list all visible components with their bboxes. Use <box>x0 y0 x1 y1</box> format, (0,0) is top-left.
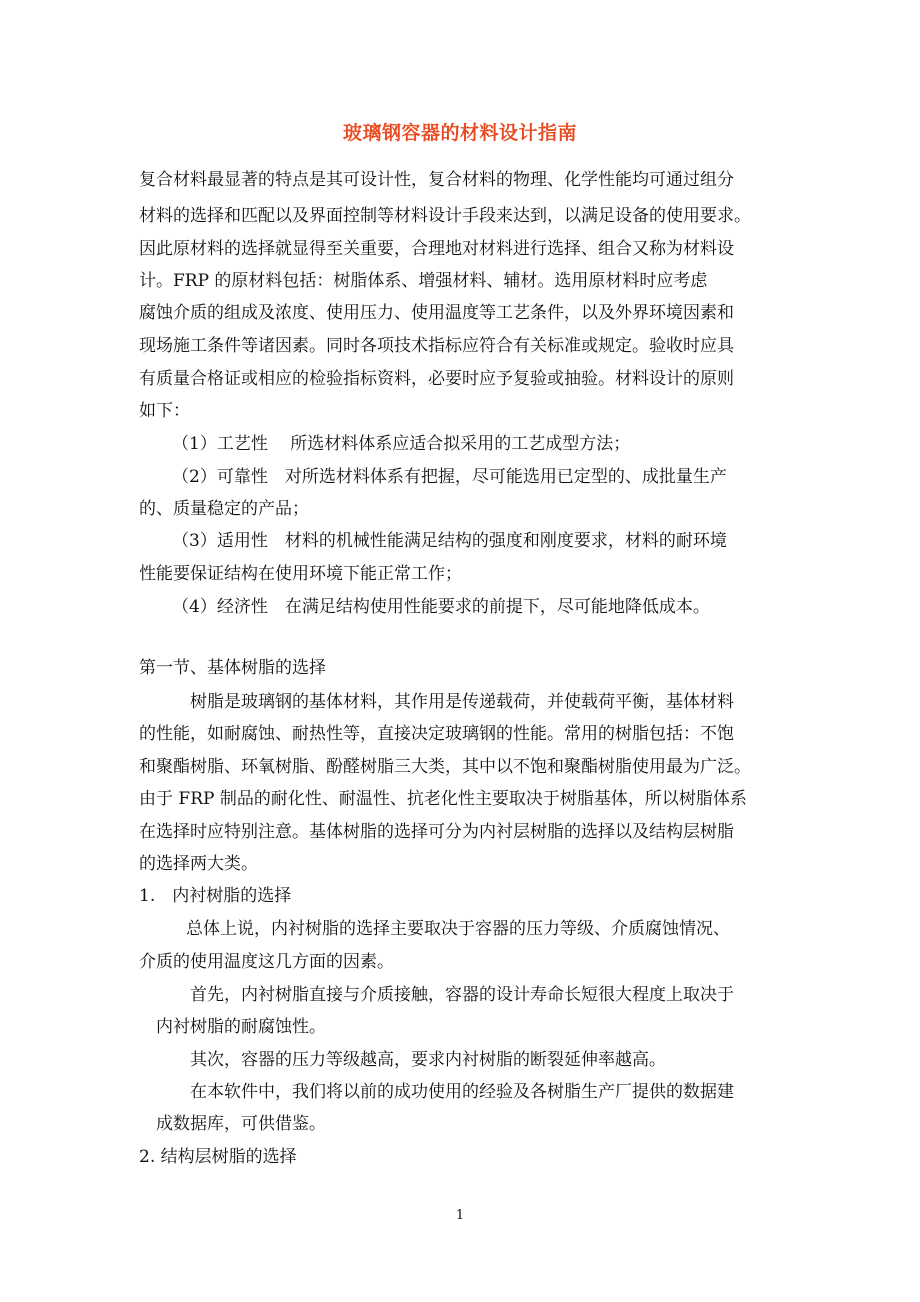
text-line: 复合材料最显著的特点是其可设计性，复合材料的物理、化学性能均可通过组分 <box>139 170 734 190</box>
text-line: 内衬树脂的耐腐蚀性。 <box>156 1017 326 1037</box>
list-item: （4）经济性 在满足结构使用性能要求的前提下，尽可能地降低成本。 <box>172 597 710 617</box>
list-item: （1）工艺性 所选材料体系应适合拟采用的工艺成型方法； <box>172 434 631 454</box>
text-line: 性能要保证结构在使用环境下能正常工作； <box>139 564 462 584</box>
text-line: 总体上说，内衬树脂的选择主要取决于容器的压力等级、介质腐蚀情况、 <box>186 919 730 939</box>
text-line: 介质的使用温度这几方面的因素。 <box>139 952 394 972</box>
text-line: 其次，容器的压力等级越高，要求内衬树脂的断裂延伸率越高。 <box>190 1050 666 1070</box>
text-line: 因此原材料的选择就显得至关重要，合理地对材料进行选择、组合又称为材料设 <box>139 239 734 259</box>
text-line: 如下： <box>139 401 190 421</box>
list-item: （3）适用性 材料的机械性能满足结构的强度和刚度要求，材料的耐环境 <box>172 531 727 551</box>
list-item: （2）可靠性 对所选材料体系有把握，尽可能选用已定型的、成批量生产 <box>172 467 727 487</box>
text-line: 由于 FRP 制品的耐化性、耐温性、抗老化性主要取决于树脂基体，所以树脂体系 <box>139 789 747 809</box>
text-line: 腐蚀介质的组成及浓度、使用压力、使用温度等工艺条件，以及外界环境因素和 <box>139 303 734 323</box>
text-line: 在选择时应特别注意。基体树脂的选择可分为内衬层树脂的选择以及结构层树脂 <box>139 822 734 842</box>
text-line: 在本软件中，我们将以前的成功使用的经验及各树脂生产厂提供的数据建 <box>190 1082 734 1102</box>
subsection-heading: 2. 结构层树脂的选择 <box>139 1147 297 1167</box>
text-line: 有质量合格证或相应的检验指标资料，必要时应予复验或抽验。材料设计的原则 <box>139 369 734 389</box>
text-line: 的、质量稳定的产品； <box>139 499 309 519</box>
text-line: 首先，内衬树脂直接与介质接触，容器的设计寿命长短很大程度上取决于 <box>190 985 734 1005</box>
document-title: 玻璃钢容器的材料设计指南 <box>342 122 577 144</box>
text-line: 树脂是玻璃钢的基体材料，其作用是传递载荷，并使载荷平衡，基体材料 <box>190 692 734 712</box>
subsection-heading: 1. 内衬树脂的选择 <box>139 886 292 906</box>
text-line: 计。FRP 的原材料包括：树脂体系、增强材料、辅材。选用原材料时应考虑 <box>139 271 708 291</box>
section-heading: 第一节、基体树脂的选择 <box>139 658 326 678</box>
text-line: 成数据库，可供借鉴。 <box>156 1114 326 1134</box>
text-line: 现场施工条件等诸因素。同时各项技术指标应符合有关标准或规定。验收时应具 <box>139 336 734 356</box>
text-line: 和聚酯树脂、环氧树脂、酚醛树脂三大类，其中以不饱和聚酯树脂使用最为广泛。 <box>139 757 751 777</box>
text-line: 材料的选择和匹配以及界面控制等材料设计手段来达到，以满足设备的使用要求。 <box>139 206 751 226</box>
text-line: 的性能，如耐腐蚀、耐热性等，直接决定玻璃钢的性能。常用的树脂包括：不饱 <box>139 724 734 744</box>
page-number: 1 <box>455 1208 465 1223</box>
text-line: 的选择两大类。 <box>139 854 258 874</box>
